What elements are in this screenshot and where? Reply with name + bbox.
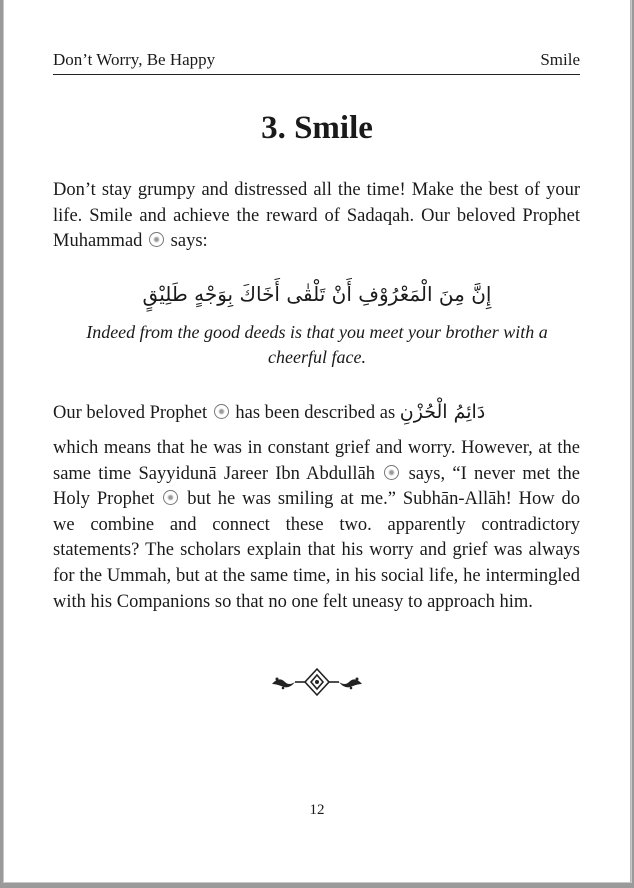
document-page [4, 0, 631, 882]
paragraph-explanation [53, 436, 580, 615]
companion-salutation-icon [384, 465, 399, 480]
paragraph-intro-text: Don’t stay grumpy and distressed all the time! Make the best of your life. Smile and achieve the reward of Sadaqah. Our beloved Prophet Muhammad [53, 180, 580, 252]
paragraph-intro [53, 178, 580, 255]
paragraph-description [53, 400, 580, 427]
hadith-arabic: إِنَّ مِنَ الْمَعْرُوْفِ أَنْ تَلْقٰى أَخَاكَ بِوَجْهٍ طَلِيْقٍ [142, 282, 492, 306]
paragraph-intro-tail: says: [170, 231, 208, 252]
paragraph-explanation-part3: but he was smiling at me.” Subhān-Allāh! How do we combine and connect these two. apparently contradictory statements? The scholars explain that his worry and grief was always for the Ummah, but at the same time, in his social life, he intermingled with his Companions so that no one felt uneasy to approach him. [53, 489, 581, 612]
paragraph-description-part2: has been described as [235, 403, 396, 423]
paragraph-description-part1: Our beloved Prophet [53, 403, 208, 423]
paragraph-explanation-part1: which means that he was in constant grief and worry. However, at the same time Sayyidunā Jareer Ibn Abdullāh [53, 438, 580, 484]
section-divider-ornament-icon [267, 664, 367, 700]
salutation-icon [163, 490, 178, 505]
salutation-icon [149, 232, 164, 247]
running-header [53, 50, 580, 75]
book-title: Don’t Worry, Be Happy [53, 50, 216, 69]
page-number: 12 [309, 802, 325, 818]
hadith-translation: Indeed from the good deeds is that you meet your brother with a cheerful face. [86, 322, 548, 367]
section-title: Smile [540, 50, 580, 69]
paragraph-explanation-part2: says, “I never met the Holy Prophet [53, 463, 580, 510]
arabic-phrase: دَائِمُ الْحُزْنِ [399, 401, 486, 423]
chapter-title: 3. Smile [261, 110, 373, 146]
salutation-icon [214, 404, 229, 419]
